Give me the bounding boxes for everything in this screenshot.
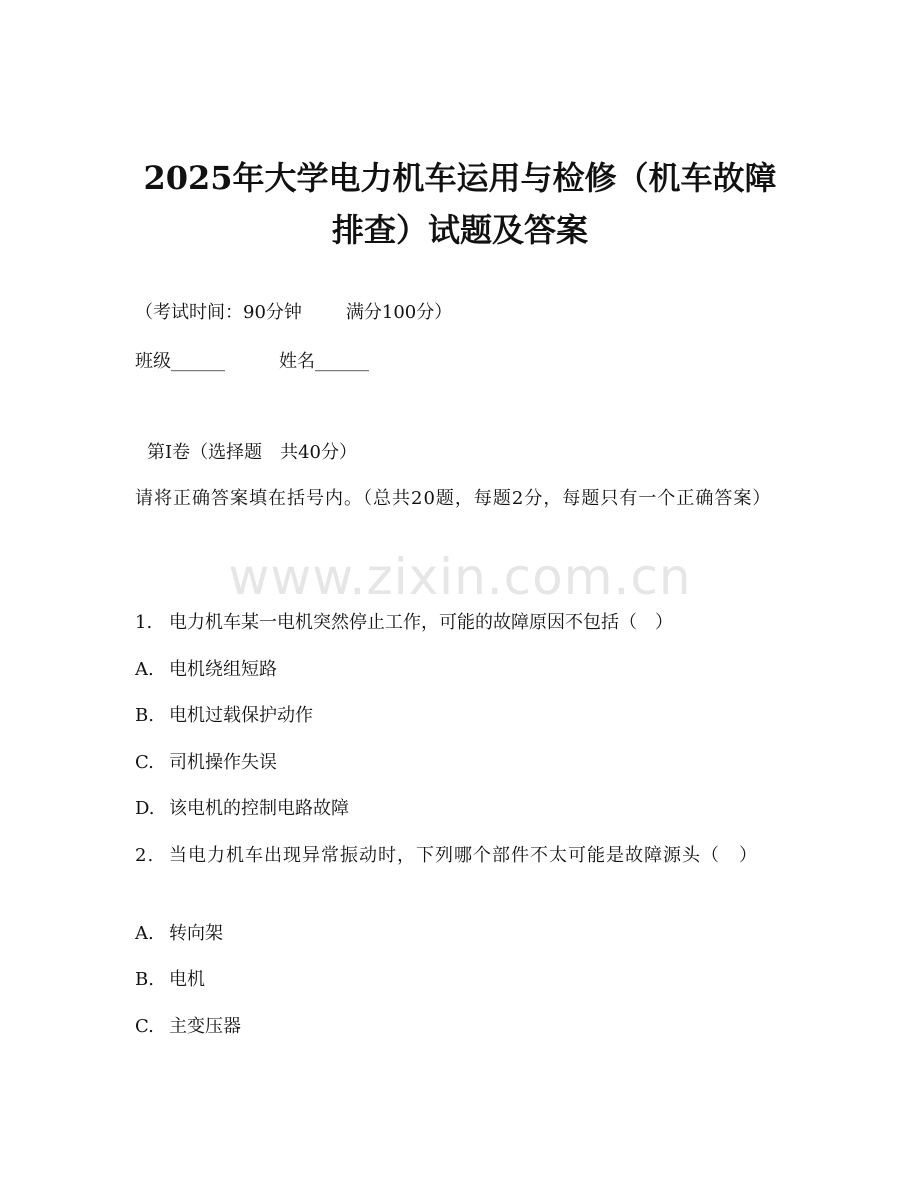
exam-meta [135, 300, 452, 326]
question-2 [135, 843, 785, 869]
question-1-option-a [135, 657, 277, 683]
option-text: 主变压器 [169, 1016, 241, 1037]
option-text: 电机绕组短路 [169, 659, 277, 680]
option-letter: A. [135, 923, 154, 944]
option-letter: C. [135, 752, 154, 773]
question-number: 2. [135, 845, 155, 866]
instructions: 请将正确答案填在括号内。（总共20题，每题2分，每题只有一个正确答案） [135, 488, 772, 509]
option-text: 电机过载保护动作 [169, 705, 313, 726]
option-letter: B. [135, 969, 154, 990]
class-field: 班级______ [135, 351, 225, 372]
option-text: 司机操作失误 [169, 752, 277, 773]
question-number: 1. [135, 612, 153, 633]
question-2-option-b [135, 967, 205, 993]
question-1-option-d [135, 796, 349, 822]
option-text: 电机 [169, 969, 205, 990]
section-heading: 第Ⅰ卷（选择题 共40分） [147, 442, 358, 463]
option-text: 转向架 [169, 923, 223, 944]
question-2-option-a [135, 921, 223, 947]
exam-time: （考试时间：90分钟 [135, 302, 302, 323]
student-info [135, 349, 369, 375]
option-letter: D. [135, 798, 155, 819]
document-title [90, 152, 830, 256]
watermark: www.zixin.com.cn [228, 548, 692, 606]
name-field: 姓名______ [279, 351, 369, 372]
question-1-option-c [135, 750, 277, 776]
question-1 [135, 610, 673, 636]
title-line-2: 排查）试题及答案 [331, 211, 588, 249]
full-score: 满分100分） [345, 302, 453, 323]
question-text: 当电力机车出现异常振动时，下列哪个部件不太可能是故障源头（ ） [169, 845, 758, 866]
title-line-1: 2025年大学电力机车运用与检修（机车故障 [143, 159, 777, 197]
option-letter: C. [135, 1016, 154, 1037]
question-1-option-b [135, 703, 313, 729]
option-letter: A. [135, 659, 154, 680]
question-2-option-c [135, 1014, 241, 1040]
option-text: 该电机的控制电路故障 [169, 798, 349, 819]
option-letter: B. [135, 705, 154, 726]
question-text: 电力机车某一电机突然停止工作，可能的故障原因不包括（ ） [169, 612, 673, 633]
